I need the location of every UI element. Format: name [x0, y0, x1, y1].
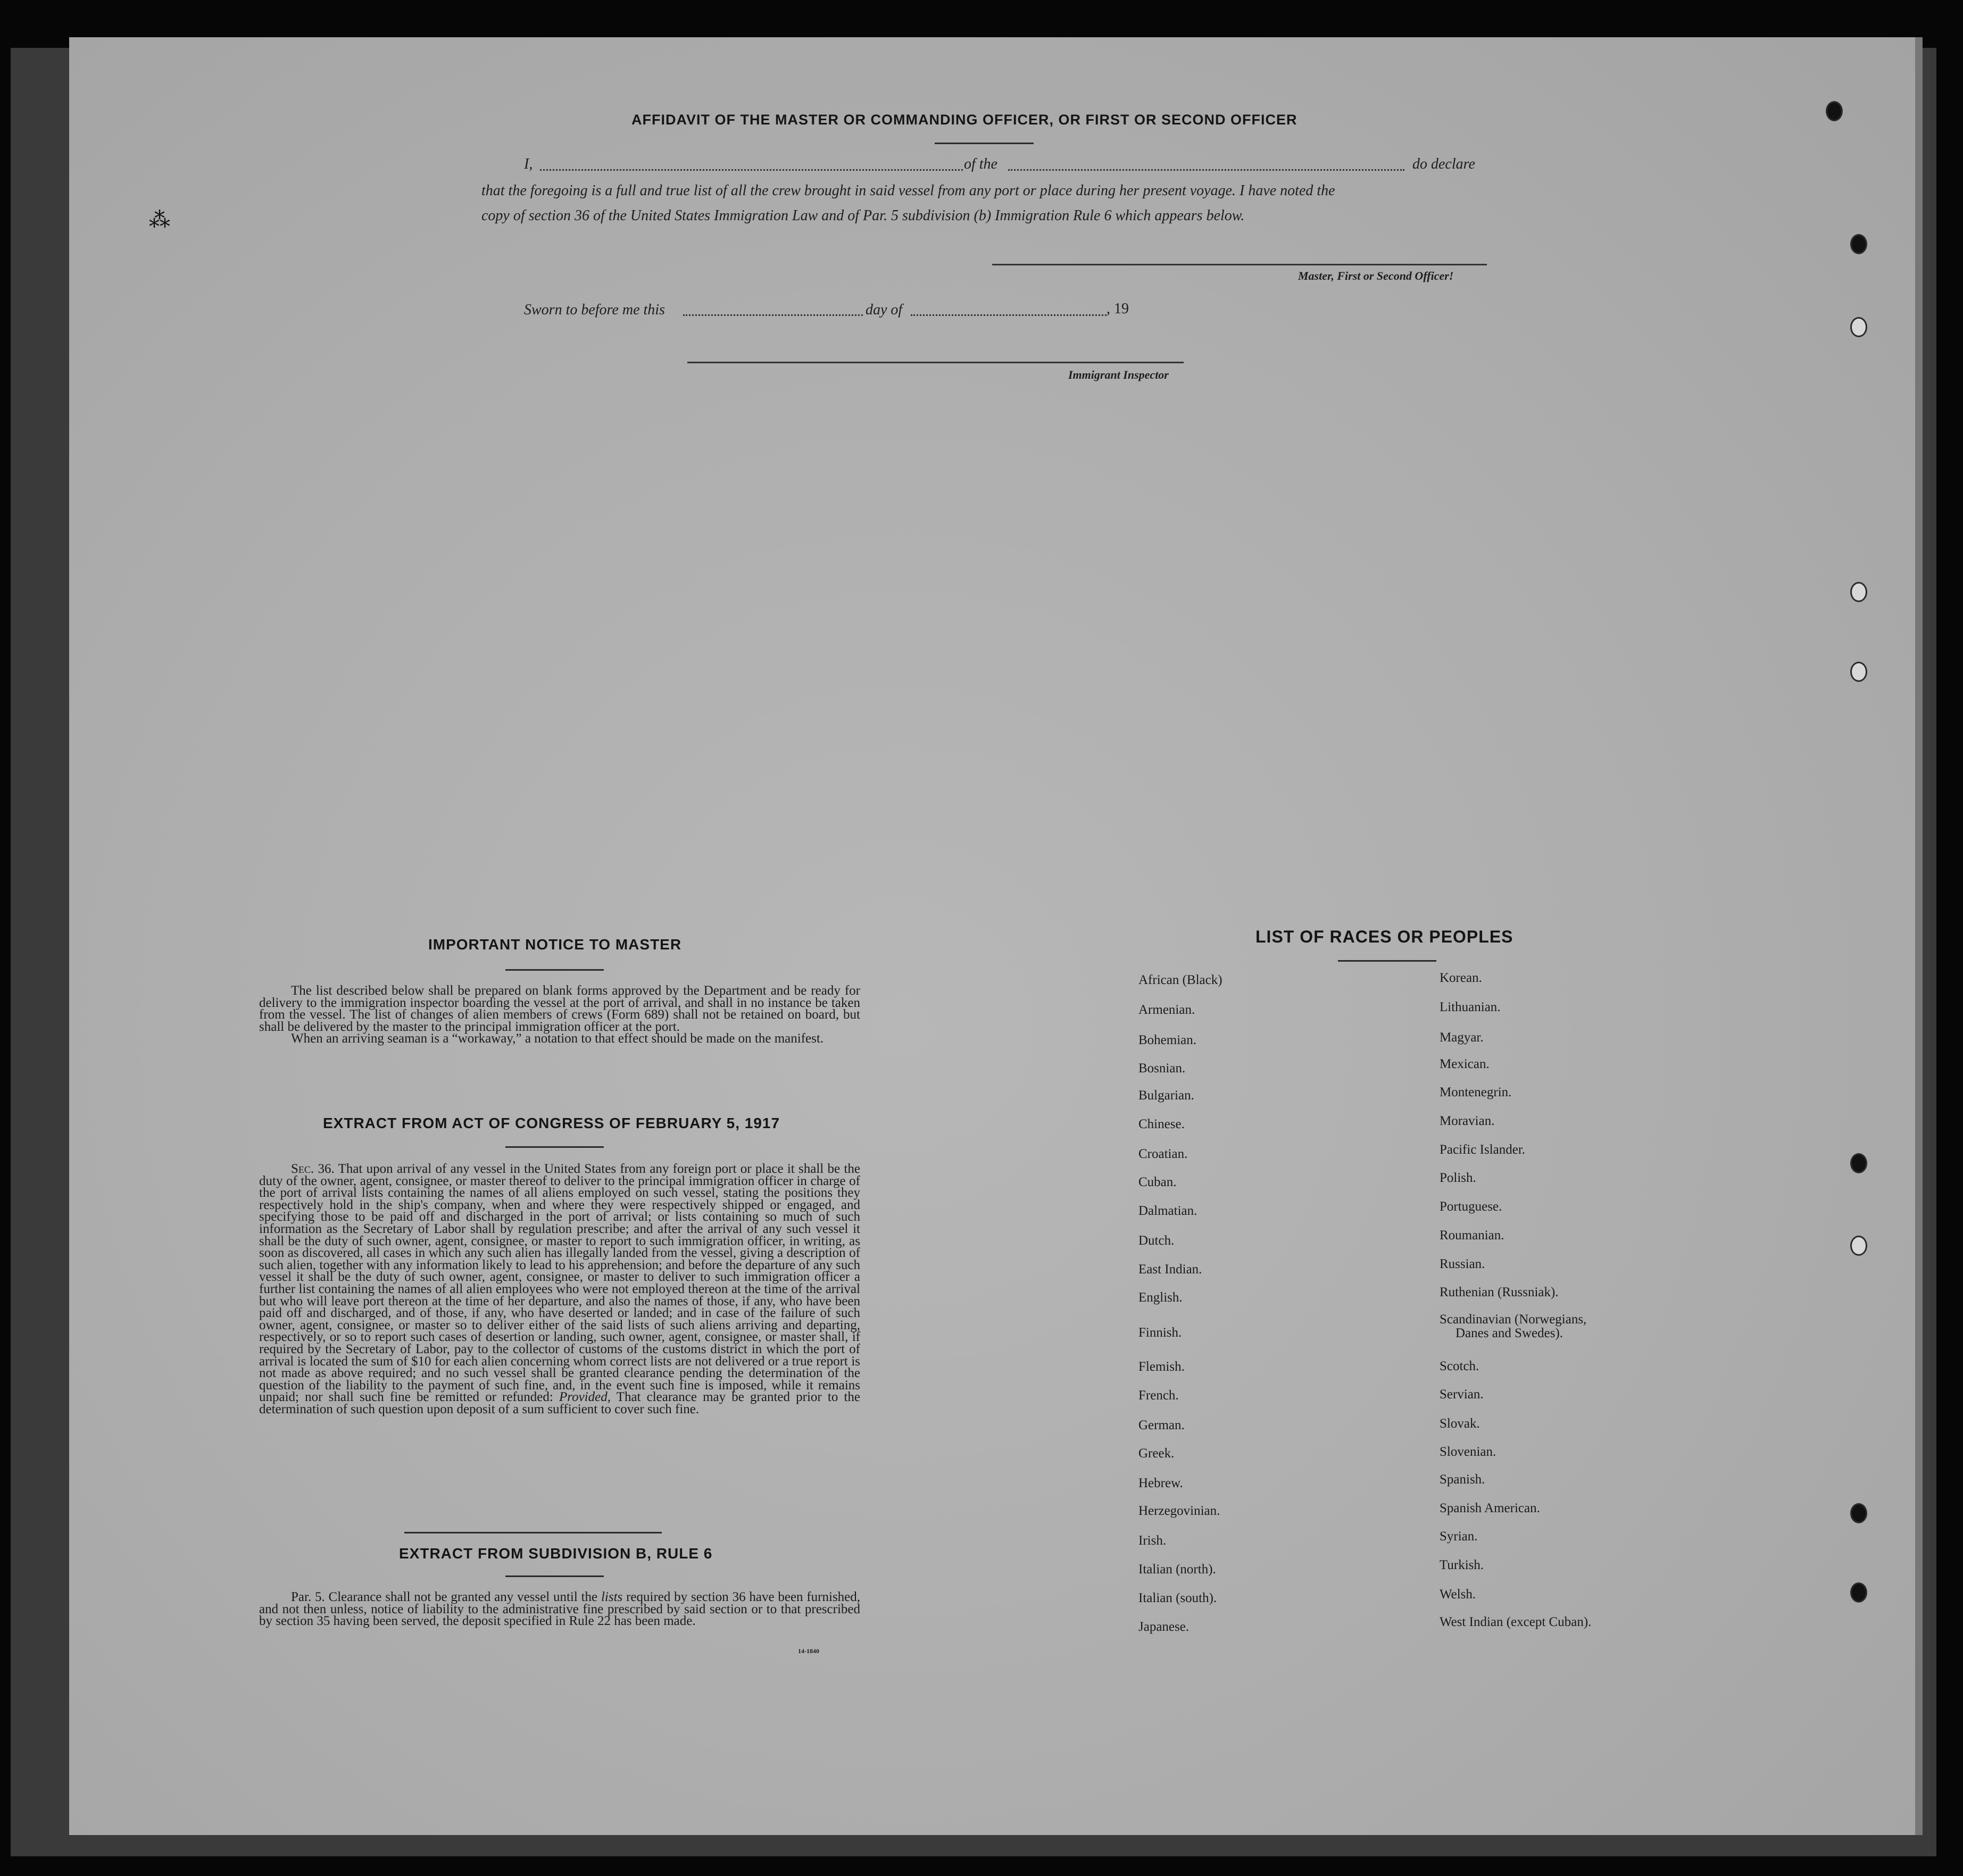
affidavit-declare: do declare [1412, 156, 1475, 172]
race-item: Danes and Swedes). [1455, 1326, 1563, 1340]
race-item: Croatian. [1138, 1147, 1188, 1161]
rule-rule [505, 1575, 604, 1577]
act-text-end: That clearance may be granted prior to the determination of such question upon deposit of a sum sufficient to cover such fine. [259, 1390, 860, 1416]
binder-hole [1850, 662, 1867, 682]
race-item: Bohemian. [1138, 1033, 1197, 1047]
race-item: Cuban. [1138, 1175, 1177, 1189]
race-item: Bulgarian. [1138, 1088, 1194, 1103]
page-edge [1915, 37, 1923, 1835]
race-item: Roumanian. [1440, 1228, 1504, 1243]
sworn-day-blank [683, 314, 863, 316]
race-item: Moravian. [1440, 1114, 1495, 1128]
inspector-label: Immigrant Inspector [1068, 368, 1169, 381]
race-item: Armenian. [1138, 1003, 1195, 1017]
race-item: Ruthenian (Russniak). [1440, 1285, 1559, 1299]
race-item: Dalmatian. [1138, 1204, 1197, 1218]
section-divider [404, 1532, 662, 1533]
act-text: That upon arrival of any vessel in the United States from any foreign port or place it shall be the duty of the owner, agent, consignee, or master thereof to deliver to the principal immigration officer in charge of the port of arrival lists containing the names of all aliens employed on such vessel, stating the positions they respectively hold in the ship's company, when and where they were respectively shipped or engaged, and specifying those to be paid off and discharged in the port of arrival; or lists containing so much of such information as the Secretary of Labor shall by regulation prescribe; and after the arrival of any such vessel it shall be the duty of such owner, agent, consignee, or master to report to such immigration officer, in writing, as soon as discovered, all cases in which any such alien has illegally landed from the vessel, giving a description of such alien, together with any information likely to lead to his apprehension; and before the departure of any such vessel it shall be the duty of such owner, agent, consignee, or master to deliver to such immigration officer a further list containing the names of all alien employees who were not employed thereon at the time of the arrival but who will leave port thereon at the time of her departure, and also the names of those, if any, who have been paid off and discharged, and of those, if any, who have deserted or landed; and in case of the failure of such owner, agent, consignee, or master so to deliver either of the said lists of such aliens arriving and departing, respectively, or so to report such cases of desertion or landing, such owner, agent, consignee, or master shall, if required by the Secretary of Labor, pay to the collector of customs of the customs district in which the port of arrival is located the sum of $10 for each alien concerning whom correct lists are not delivered or a true report is not made as above required; and no such vessel shall be granted clearance pending the determination of the question of the liability to the payment of such fine, and, in the event such fine is imposed, while it remains unpaid; nor shall such fine be remitted or refunded: [259, 1162, 860, 1405]
sworn-prefix: Sworn to before me this [524, 302, 665, 318]
binder-hole [1850, 1503, 1867, 1523]
inspector-signature-line [687, 362, 1184, 363]
race-item: Bosnian. [1138, 1061, 1186, 1075]
binder-hole [1850, 317, 1867, 337]
race-item: Polish. [1440, 1171, 1476, 1185]
race-item: Flemish. [1138, 1360, 1185, 1374]
notice-paragraph-2: When an arriving seaman is a “workaway,” a notation to that effect should be made on the manifest. [291, 1031, 824, 1046]
rule-paragraph [259, 1591, 860, 1628]
ink-smudge-icon: ⁂ [149, 208, 170, 232]
form-number: 14-1840 [798, 1647, 819, 1655]
race-item: Portuguese. [1440, 1199, 1502, 1214]
race-item: Scandinavian (Norwegians, [1440, 1312, 1587, 1327]
race-item: Slovenian. [1440, 1445, 1496, 1459]
race-item: Herzegovinian. [1138, 1504, 1220, 1518]
vessel-blank-line [1008, 169, 1404, 171]
race-item: Pacific Islander. [1440, 1143, 1526, 1157]
binder-hole [1850, 1236, 1867, 1256]
race-item: Korean. [1440, 971, 1482, 985]
act-paragraph [259, 1163, 860, 1415]
affidavit-line-3: copy of section 36 of the United States Immigration Law and of Par. 5 subdivision (b) Immigration Rule 6 which appears below. [481, 207, 1245, 224]
name-blank-line [540, 169, 963, 171]
sworn-year: , 19 [1107, 301, 1129, 317]
act-body [259, 1163, 860, 1415]
race-item: Servian. [1440, 1387, 1484, 1402]
section-label: Sec. 36. [291, 1162, 335, 1176]
affidavit-i: I, [524, 156, 533, 172]
binder-hole [1826, 101, 1843, 121]
notice-paragraph-1: The list described below shall be prepared on blank forms approved by the Department and be ready for delivery to the immigration inspector boarding the vessel at the port of arrival, and shall in no instance be taken from the vessel. The list of changes of alien members of crews (Form 689) shall not be retained on board, but shall be delivered by the master to the principal immigration officer at the port. [259, 983, 860, 1034]
race-item: Syrian. [1440, 1529, 1478, 1544]
race-item: Mexican. [1440, 1057, 1490, 1071]
race-item: Italian (north). [1138, 1562, 1216, 1577]
affidavit-of-the: of the [964, 156, 997, 172]
race-item: Finnish. [1138, 1325, 1182, 1340]
races-title: LIST OF RACES OR PEOPLES [1255, 927, 1513, 946]
sworn-month-blank [911, 314, 1107, 316]
rule-text-b: required by section 36 have been furnished, and not then unless, notice of liability to the administrative fine prescribed by said section or to that prescribed by section 35 having been served, the deposit specified in Rule 22 has been made. [259, 1590, 861, 1629]
rule-text-a: Par. 5. Clearance shall not be granted any vessel until the [291, 1590, 598, 1604]
document-page [69, 37, 1920, 1835]
binder-hole [1850, 1153, 1867, 1173]
binder-hole [1850, 1582, 1867, 1603]
race-item: English. [1138, 1290, 1183, 1305]
race-item: Scotch. [1440, 1359, 1479, 1373]
race-item: German. [1138, 1418, 1185, 1432]
affidavit-line-2: that the foregoing is a full and true list of all the crew brought in said vessel from any port or place during her present voyage. I have noted the [481, 182, 1335, 199]
rule-body [259, 1591, 860, 1628]
race-item: Spanish. [1440, 1472, 1485, 1487]
race-item: Welsh. [1440, 1587, 1476, 1602]
races-rule [1338, 960, 1436, 962]
sworn-day-of: day of [866, 302, 903, 318]
binder-hole [1850, 234, 1867, 254]
rule-title: EXTRACT FROM SUBDIVISION B, RULE 6 [399, 1545, 713, 1562]
title-rule [935, 143, 1034, 144]
race-item: Spanish American. [1440, 1501, 1540, 1515]
notice-title: IMPORTANT NOTICE TO MASTER [428, 936, 682, 953]
affidavit-title: AFFIDAVIT OF THE MASTER OR COMMANDING OFFICER, OR FIRST OR SECOND OFFICER [631, 112, 1297, 128]
notice-rule [505, 969, 604, 971]
binder-hole [1850, 582, 1867, 602]
race-item: Lithuanian. [1440, 1000, 1501, 1014]
race-item: Slovak. [1440, 1416, 1480, 1431]
act-title: EXTRACT FROM ACT OF CONGRESS OF FEBRUARY 5, 1917 [323, 1115, 780, 1131]
race-item: African (Black) [1138, 973, 1222, 987]
act-rule [505, 1146, 604, 1148]
race-item: West Indian (except Cuban). [1440, 1615, 1592, 1629]
race-item: Russian. [1440, 1257, 1485, 1271]
race-item: Chinese. [1138, 1117, 1185, 1131]
master-signature-line [992, 264, 1487, 265]
race-item: Magyar. [1440, 1030, 1484, 1045]
race-item: French. [1138, 1388, 1179, 1403]
race-item: Hebrew. [1138, 1476, 1183, 1490]
race-item: Italian (south). [1138, 1591, 1217, 1605]
race-item: Turkish. [1440, 1558, 1484, 1572]
race-item: Dutch. [1138, 1233, 1175, 1248]
race-item: Japanese. [1138, 1620, 1190, 1634]
master-signature-label: Master, First or Second Officer! [1298, 269, 1454, 282]
rule-lists: lists [601, 1590, 623, 1604]
race-item: Greek. [1138, 1446, 1175, 1461]
act-provided: Provided, [559, 1390, 611, 1405]
race-item: East Indian. [1138, 1262, 1202, 1277]
race-item: Montenegrin. [1440, 1085, 1512, 1099]
race-item: Irish. [1138, 1533, 1167, 1548]
notice-body [259, 985, 860, 1045]
